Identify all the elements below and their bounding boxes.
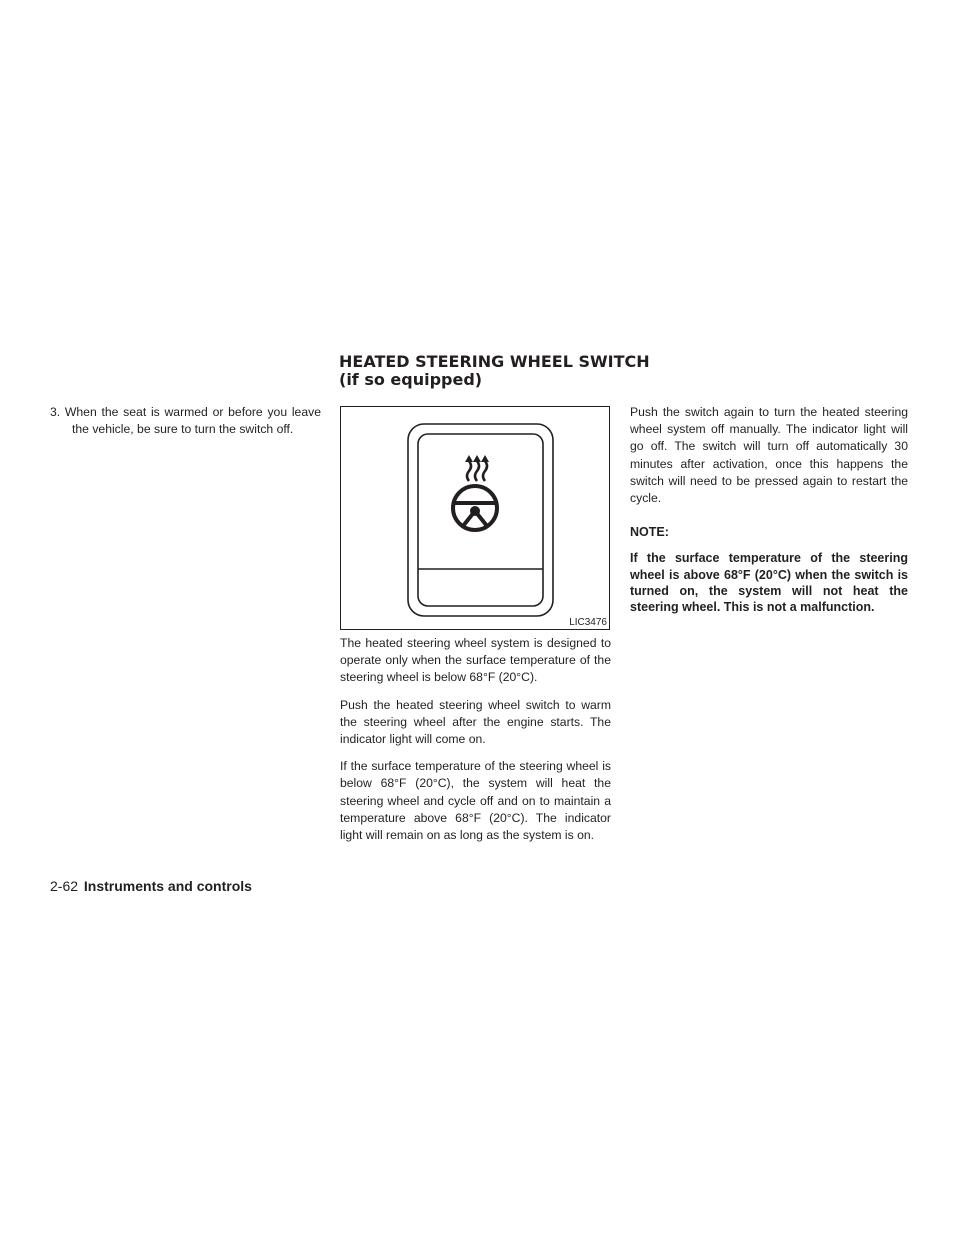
paragraph-temperature-cycle: If the surface temperature of the steering wheel is below 68°F (20°C), the system will heat the steering wheel and cycle off and on to maintain a temperature above 68°F (20°C). The indicator light will remain on as long as the system is on.	[340, 759, 611, 843]
page-footer	[50, 877, 252, 895]
figure-label: LIC3476	[569, 617, 607, 628]
section-title	[339, 353, 669, 389]
paragraph-turn-off: Push the switch again to turn the heated steering wheel system off manually. The indicator light will go off. The switch will turn off automatically 30 minutes after activation, once this happens the switch will need to be pressed again to restart the cycle.	[630, 405, 908, 506]
column-2	[340, 635, 611, 844]
paragraph-push-switch: Push the heated steering wheel switch to warm the steering wheel after the engine starts. The indicator light will come on.	[340, 697, 611, 747]
switch-illustration	[340, 406, 610, 630]
section-title-line1: HEATED STEERING WHEEL SWITCH	[339, 352, 650, 371]
heated-steering-wheel-icon	[453, 455, 497, 530]
page-number: 2-62	[50, 878, 79, 894]
section-title-line2: (if so equipped)	[339, 370, 483, 389]
column-3	[630, 404, 908, 615]
note-heading: NOTE:	[630, 525, 669, 540]
paragraph-operating-condition: The heated steering wheel system is designed to operate only when the surface temperature of the steering wheel is below 68°F (20°C).	[340, 636, 611, 685]
note-body: If the surface temperature of the steering wheel is above 68°F (20°C) when the switch is turned on, the system will not heat the steering wheel. This is not a malfunction.	[630, 551, 908, 615]
column-1	[50, 404, 321, 438]
chapter-title: Instruments and controls	[83, 878, 252, 894]
heated-steering-wheel-switch-drawing	[341, 407, 609, 629]
step-3-text: 3. When the seat is warmed or before you leave the vehicle, be sure to turn the switch off.	[50, 405, 321, 437]
